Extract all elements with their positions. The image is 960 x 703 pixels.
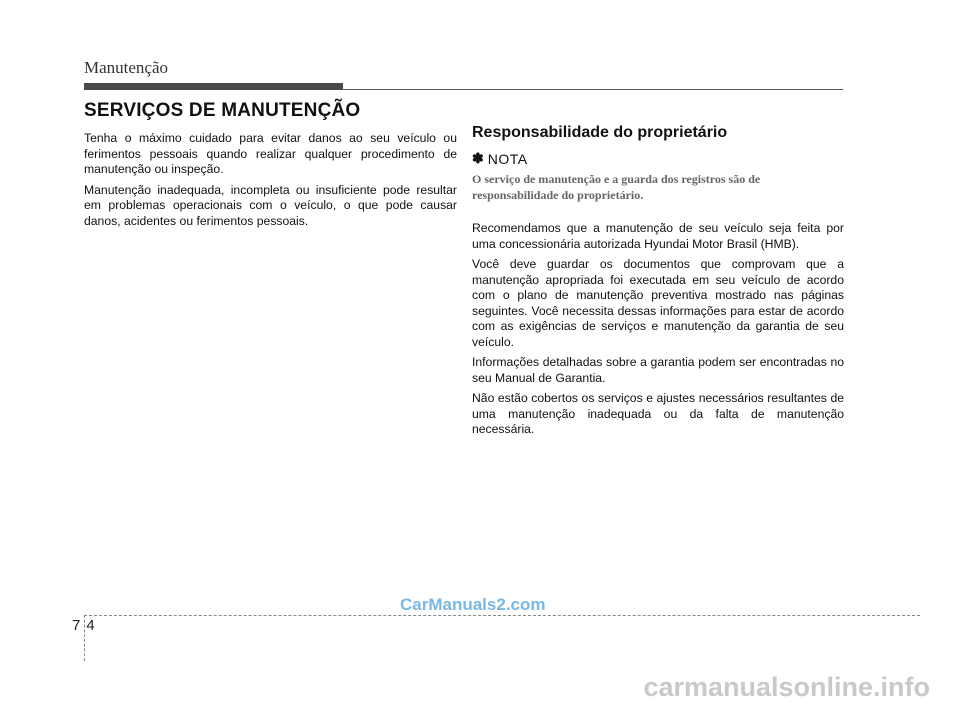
footer-dashed-line xyxy=(84,615,920,616)
right-paragraph-3: Informações detalhadas sobre a garantia podem ser encontradas no seu Manual de Garantia. xyxy=(472,355,844,385)
asterisk-icon: ✽ xyxy=(472,150,484,166)
note-heading xyxy=(472,150,844,167)
right-column xyxy=(472,124,844,443)
page-number xyxy=(72,617,95,634)
right-paragraph-2: Você deve guardar os documentos que comprovam que a manutenção apropriada foi executada em seu veículo de acordo com o plano de manutenção preventiva mostrado nas páginas seguintes. Você necessita dessas informações para estar de acordo com as exigências de serviços e manutenção da garantia de seu veículo. xyxy=(472,257,844,349)
note-label: NOTA xyxy=(487,150,528,167)
right-paragraph-4: Não estão cobertos os serviços e ajustes necessários resultantes de uma manutenção inadequada ou da falta de manutenção necessária. xyxy=(472,391,844,436)
left-column xyxy=(84,100,457,234)
header-rule-thin xyxy=(343,89,843,90)
chapter-number: 7 xyxy=(72,617,81,634)
subsection-title: Responsabilidade do proprietário xyxy=(472,124,728,141)
watermark-carmanuals2[interactable]: CarManuals2.com xyxy=(400,595,546,614)
watermark-carmanualsonline[interactable]: carmanualsonline.info xyxy=(643,672,930,702)
page-title: SERVIÇOS DE MANUTENÇÃO xyxy=(84,100,361,121)
note-text: O serviço de manutenção e a guarda dos registros são de responsabilidade do proprietário. xyxy=(472,172,761,202)
section-header: Manutenção xyxy=(84,58,169,77)
right-paragraph-1: Recomendamos que a manutenção de seu veículo seja feita por uma concessionária autorizada Hyundai Motor Brasil (HMB). xyxy=(472,221,844,251)
left-paragraph-2: Manutenção inadequada, incompleta ou insuficiente pode resultar em problemas operacionais com o veículo, o que pode causar danos, acidentes ou ferimentos pessoais. xyxy=(84,182,457,228)
left-paragraph-1: Tenha o máximo cuidado para evitar danos ao seu veículo ou ferimentos pessoais quando realizar qualquer procedimento de manutenção ou inspeção. xyxy=(84,131,457,176)
page-number-value: 4 xyxy=(86,617,95,634)
header-rule-thick xyxy=(84,83,343,90)
